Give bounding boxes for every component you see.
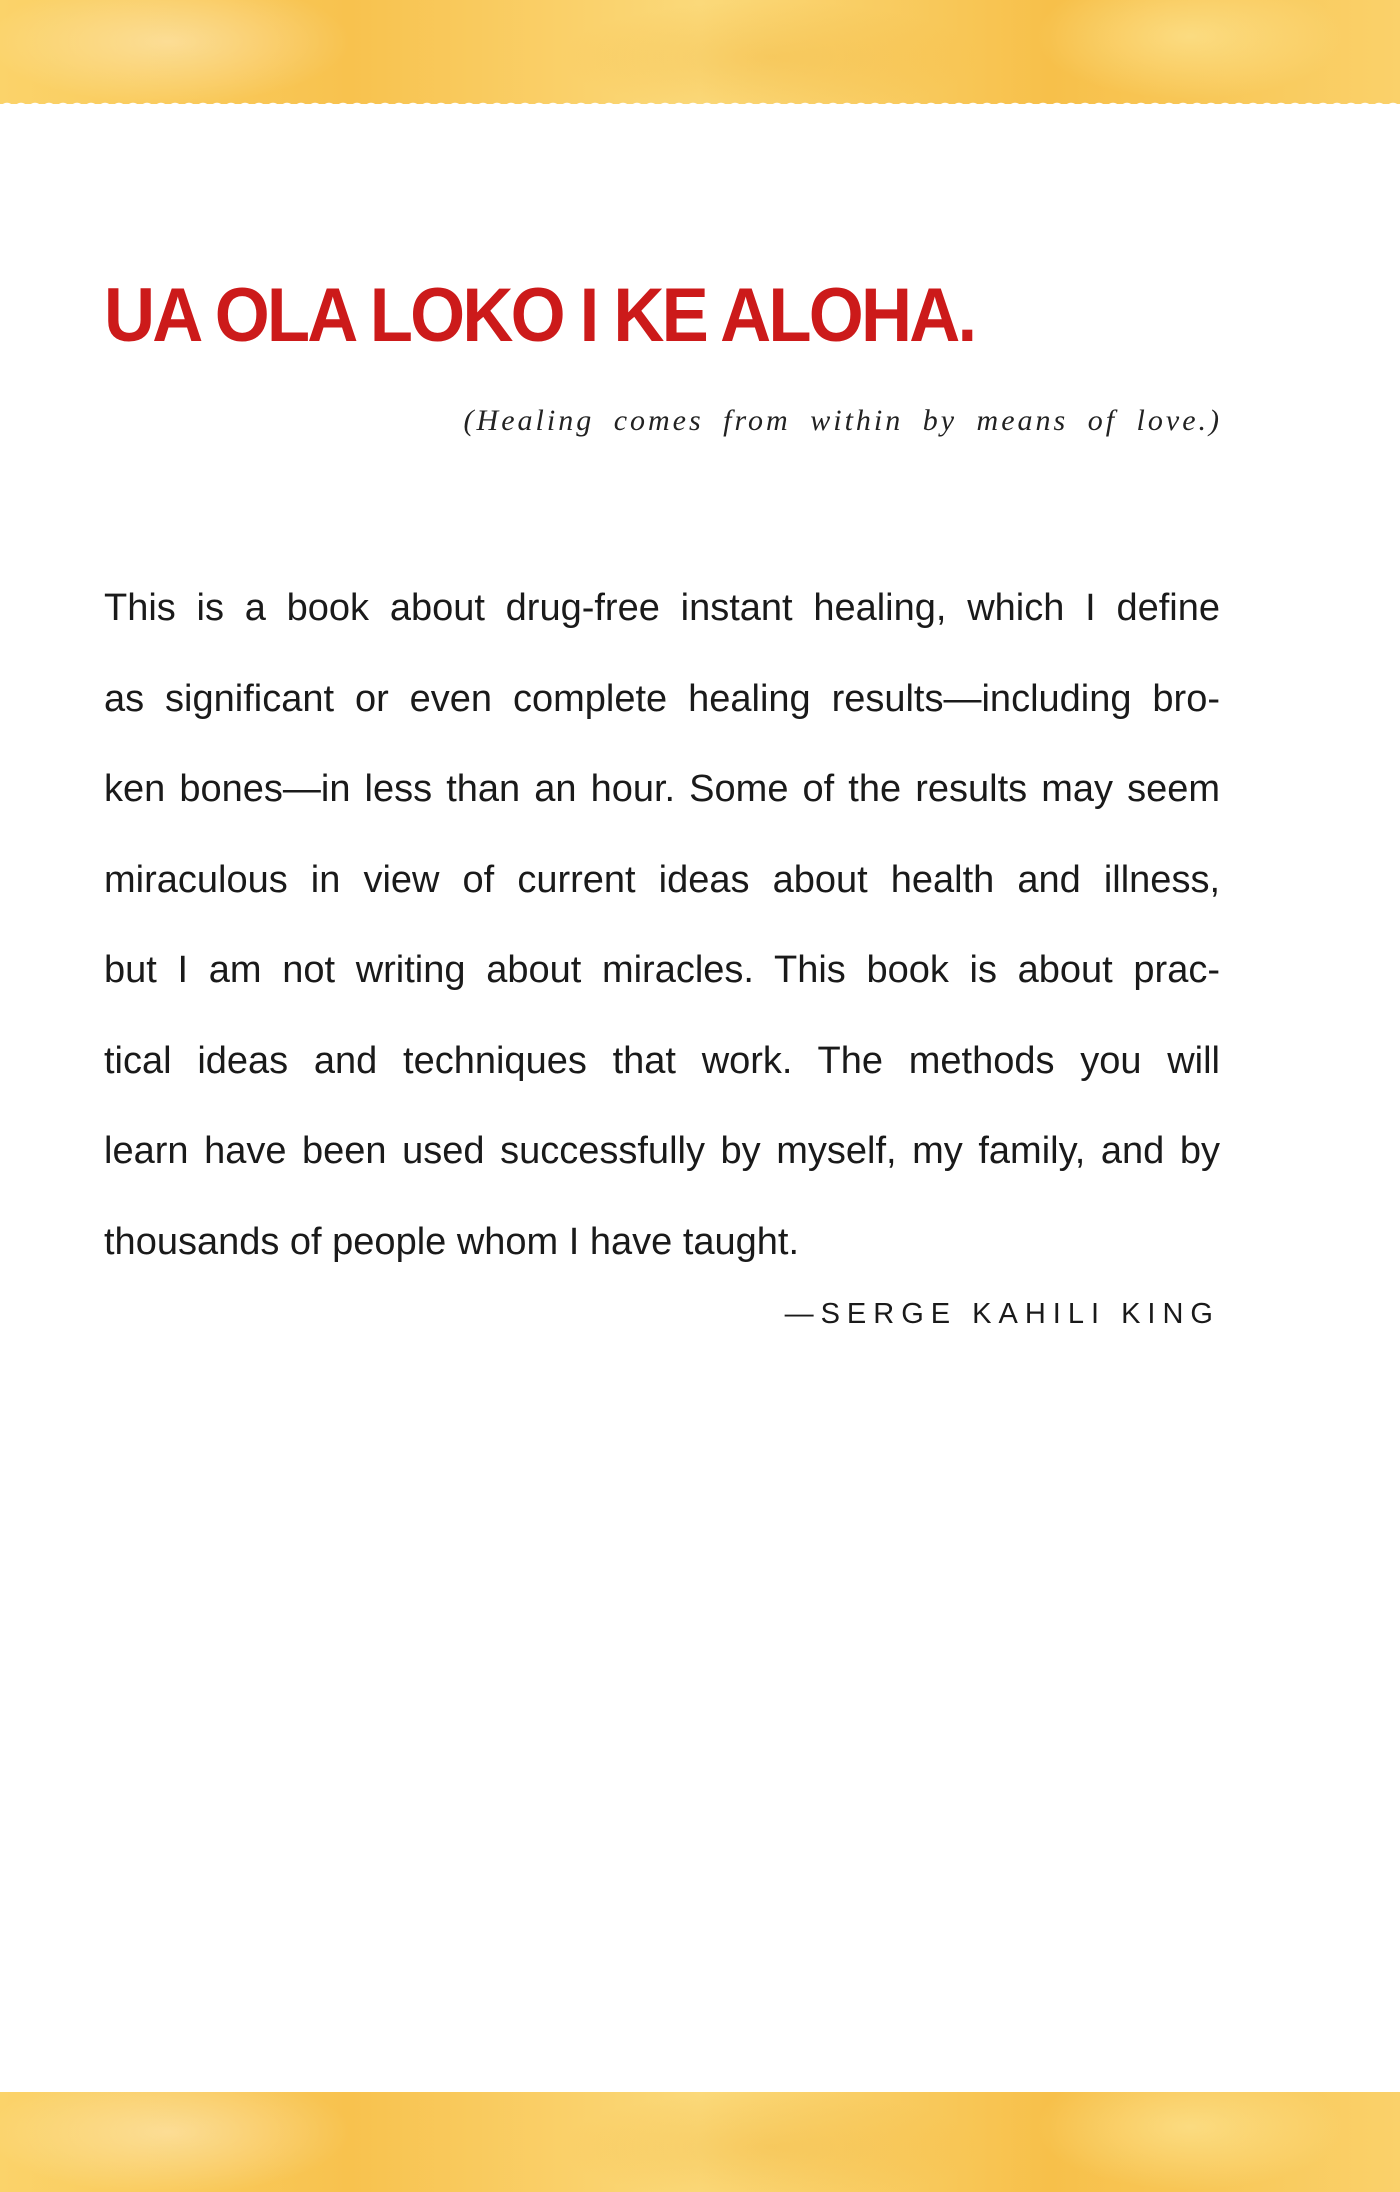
body-line: learn have been used successfully by myself, my family, and by [104,1130,1220,1172]
body-line: thousands of people whom I have taught. [104,1220,800,1263]
body-line: but I am not writing about miracles. This book is about prac- [104,949,1220,991]
decorative-bottom-band [0,2092,1400,2192]
decorative-top-band [0,0,1400,104]
heading-translation: (Healing comes from within by means of love.) [463,404,1222,437]
author-attribution: —SERGE KAHILI KING [784,1298,1220,1330]
body-line: as significant or even complete healing results—including bro- [104,677,1220,720]
body-line: ken bones—in less than an hour. Some of the results may seem [104,768,1220,810]
body-line: miraculous in view of current ideas about health and illness, [104,858,1220,901]
page-heading: UA OLA LOKO I KE ALOHA. [104,273,975,358]
body-line: tical ideas and techniques that work. The methods you will [104,1039,1220,1082]
body-paragraph [104,563,1220,1287]
scalloped-top-edge [0,96,1400,110]
body-line: This is a book about drug-free instant healing, which I define [104,587,1220,629]
